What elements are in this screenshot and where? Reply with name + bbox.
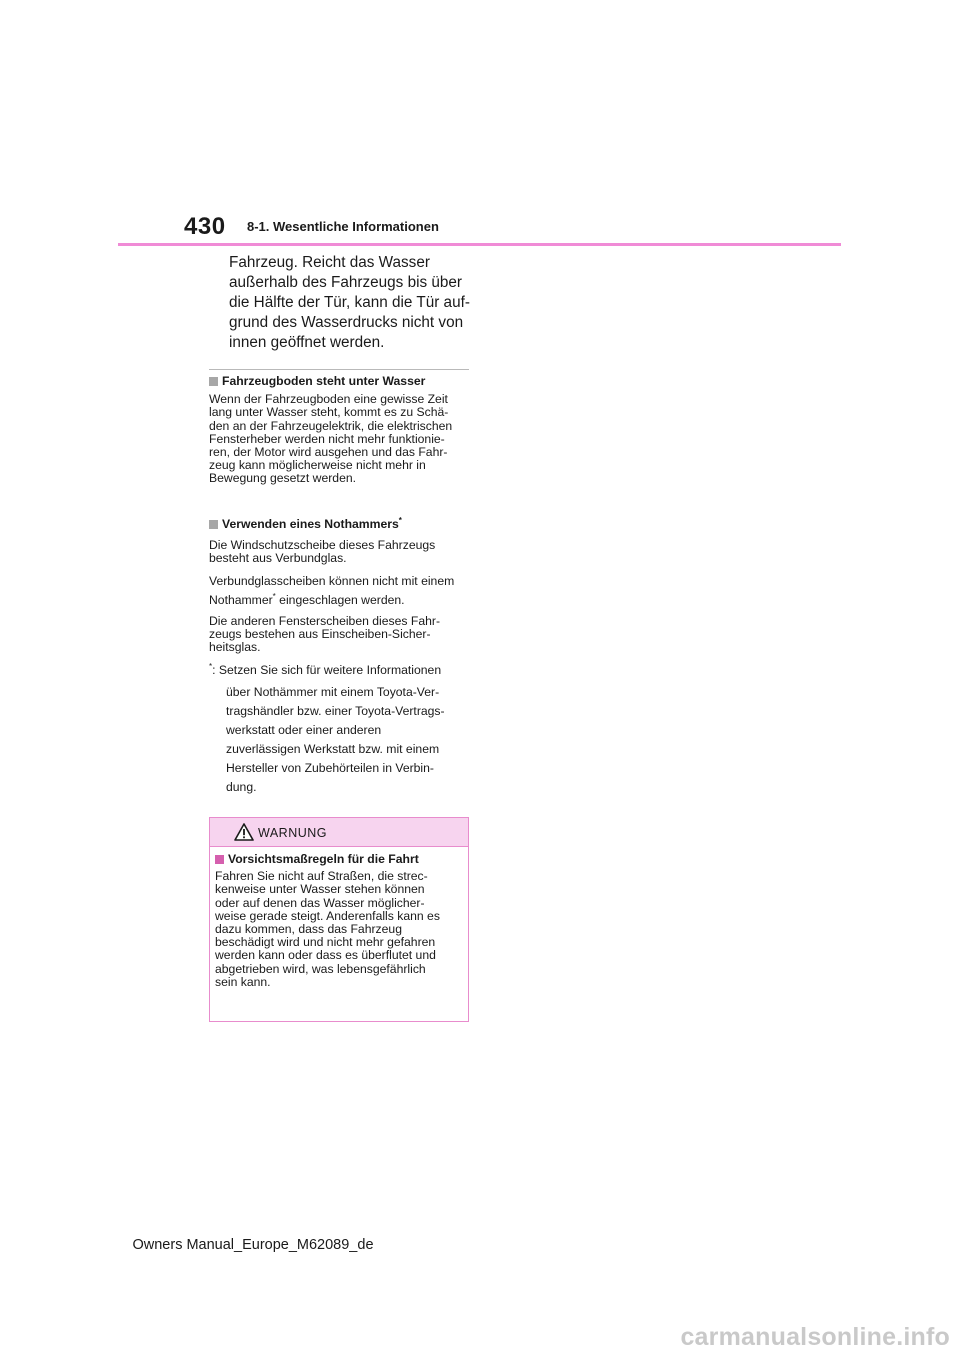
hammer-para-3: [209, 615, 471, 655]
body-line: Verbundglasscheiben können nicht mit einem: [209, 574, 455, 588]
body-line: Bewegung gesetzt werden.: [209, 471, 357, 486]
heading-text: [222, 515, 402, 531]
page-number: 430: [184, 213, 226, 240]
body-line: beschädigt wird und nicht mehr gefahren: [215, 935, 436, 950]
footnote-line: dung.: [226, 780, 257, 794]
warning-heading: [215, 853, 465, 866]
body-line: [209, 594, 471, 607]
section-title: 8-1. Wesentliche Informationen: [247, 219, 439, 234]
lead-line: grund des Wasserdrucks nicht von: [229, 314, 464, 331]
warning-box: [209, 817, 469, 1022]
section-divider: [209, 369, 469, 370]
section-heading: [209, 515, 471, 531]
lead-line: die Hälfte der Tür, kann die Tür auf-: [229, 294, 470, 311]
body-line: besteht aus Verbundglas.: [209, 551, 347, 566]
warning-title: WARNUNG: [258, 826, 328, 840]
body-line: zeug kann möglicherweise nicht mehr in: [209, 458, 426, 473]
heading-text: Vorsichtsmaßregeln für die Fahrt: [228, 852, 419, 866]
body-line: Die Windschutzscheibe dieses Fahrzeugs: [209, 538, 436, 552]
section-heading: [209, 375, 471, 388]
body-line: ren, der Motor wird ausgehen und das Fahr-: [209, 445, 448, 460]
heading-label: Verwenden eines Nothammers: [222, 517, 399, 531]
footnote-mark: *: [209, 661, 213, 671]
section-body: [209, 393, 471, 485]
warning-triangle-icon: [234, 823, 254, 841]
body-line: werden kann oder dass es überflutet und: [215, 948, 436, 963]
section-flooded-floor: [209, 375, 471, 486]
header-rule: [118, 243, 841, 246]
footnote-mark: *: [272, 592, 276, 602]
footnote-line: über Nothämmer mit einem Toyota-Ver-: [226, 685, 440, 699]
footnote-line: Hersteller von Zubehörteilen in Verbin-: [226, 761, 434, 775]
body-line: Fensterheber werden nicht mehr funktionie-: [209, 431, 445, 446]
body-line: heitsglas.: [209, 640, 261, 655]
body-line: kenweise unter Wasser stehen können: [215, 882, 425, 897]
body-line: Wenn der Fahrzeugboden eine gewisse Zeit: [209, 392, 448, 407]
body-line: weise gerade steigt. Anderenfalls kann es: [215, 908, 440, 923]
heading-text: Fahrzeugboden steht unter Wasser: [222, 374, 426, 388]
body-line: lang unter Wasser steht, kommt es zu Schä-: [209, 405, 449, 420]
body-line: abgetrieben wird, was lebensgefährlich: [215, 961, 426, 976]
body-line: Die anderen Fensterscheiben dieses Fahr-: [209, 614, 441, 628]
warning-text: [215, 870, 465, 989]
body-text: Nothammer: [209, 593, 273, 608]
lead-paragraph: [229, 253, 479, 353]
body-text: eingeschlagen werden.: [275, 593, 405, 608]
body-line: dazu kommen, dass das Fahrzeug: [215, 922, 402, 937]
section-emergency-hammer: [209, 515, 471, 531]
footnote: [209, 662, 471, 802]
square-bullet-icon: [209, 377, 218, 386]
hammer-para-1: [209, 539, 471, 565]
body-line: oder auf denen das Wasser möglicher-: [215, 895, 425, 910]
footnote-mark: *: [398, 515, 402, 525]
square-bullet-icon: [215, 855, 224, 864]
body-line: zeugs bestehen aus Einscheiben-Sicher-: [209, 627, 431, 642]
page-footer: Owners Manual_Europe_M62089_de: [132, 1237, 374, 1253]
footnote-line: zuverlässigen Werkstatt bzw. mit einem: [226, 742, 440, 756]
square-bullet-icon: [209, 520, 218, 529]
warning-header: [210, 818, 468, 847]
footnote-text: : Setzen Sie sich für weitere Informationen: [212, 663, 442, 677]
lead-line: außerhalb des Fahrzeugs bis über: [229, 274, 462, 291]
lead-line: Fahrzeug. Reicht das Wasser: [229, 254, 430, 271]
footnote-line: [209, 661, 471, 677]
hammer-para-2: [209, 575, 471, 607]
footnote-line: tragshändler bzw. einer Toyota-Vertrags-: [226, 704, 445, 718]
body-line: sein kann.: [215, 974, 271, 989]
footnote-line: werkstatt oder einer anderen: [226, 723, 382, 737]
warning-body: [215, 853, 465, 989]
lead-line: innen geöffnet werden.: [229, 334, 385, 351]
body-line: Fahren Sie nicht auf Straßen, die strec-: [215, 869, 428, 884]
body-line: den an der Fahrzeugelektrik, die elektrischen: [209, 418, 453, 433]
watermark: carmanualsonline.info: [680, 1323, 950, 1351]
